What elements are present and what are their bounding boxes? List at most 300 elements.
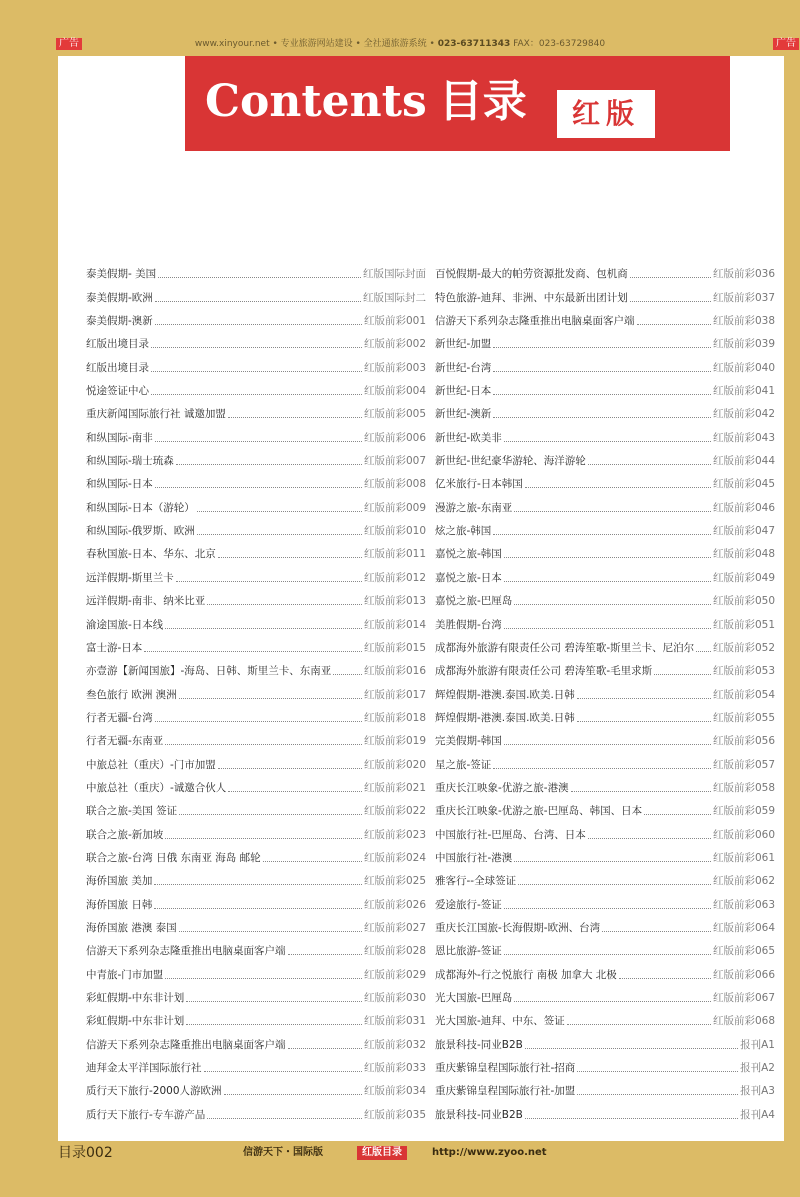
toc-entry[interactable] xyxy=(435,1005,775,1028)
toc-entry-page: 红版前彩050 xyxy=(712,595,775,608)
toc-entry-page: 红版前彩066 xyxy=(712,968,775,981)
toc-entry-title: 和纵国际-俄罗斯、欧洲 xyxy=(86,525,195,538)
toc-dot-leader xyxy=(525,487,711,488)
toc-entry[interactable] xyxy=(435,515,775,538)
toc-dot-leader xyxy=(577,721,711,722)
toc-entry[interactable] xyxy=(86,678,426,701)
toc-dot-leader xyxy=(207,1118,362,1119)
toc-entry-page: 红版前彩041 xyxy=(712,385,775,398)
toc-dot-leader xyxy=(186,1001,362,1002)
toc-dot-leader xyxy=(263,861,362,862)
toc-dot-leader xyxy=(493,371,711,372)
toc-entry-title: 重庆长江国旅-长海假期-欧洲、台湾 xyxy=(435,921,601,934)
toc-entry-title: 信游天下系列杂志隆重推出电脑桌面客户端 xyxy=(86,945,286,958)
toc-entry-page: 红版前彩014 xyxy=(363,618,426,631)
toc-entry-title: 旅景科技-同业B2B xyxy=(435,1038,523,1051)
toc-dot-leader xyxy=(525,1048,738,1049)
toc-entry[interactable] xyxy=(435,1098,775,1121)
toc-dot-leader xyxy=(179,814,362,815)
toc-entry-title: 新世纪-台湾 xyxy=(435,361,492,374)
toc-entry[interactable] xyxy=(86,421,426,444)
toc-entry[interactable] xyxy=(86,375,426,398)
toc-entry-title: 成都海外旅游有限责任公司 碧涛笙歌-毛里求斯 xyxy=(435,665,653,678)
toc-entry-title: 光大国旅-巴厘岛 xyxy=(435,992,513,1004)
toc-entry-title: 质行天下旅行-专车游产品 xyxy=(86,1108,206,1121)
toc-entry-page: 红版前彩018 xyxy=(363,711,426,724)
toc-dot-leader xyxy=(493,417,711,418)
toc-entry-title: 重庆长江映象-优游之旅-港澳 xyxy=(435,781,569,794)
toc-entry-page: 红版前彩061 xyxy=(712,851,775,864)
toc-entry-page: 红版前彩009 xyxy=(363,501,426,514)
toc-entry-title: 行者无疆-台湾 xyxy=(86,711,153,724)
toc-entry-title: 旅景科技-同业B2B xyxy=(435,1108,523,1121)
toc-dot-leader xyxy=(504,744,711,745)
toc-entry-page: 红版前彩055 xyxy=(712,711,775,724)
toc-entry[interactable] xyxy=(86,655,426,678)
toc-entry[interactable] xyxy=(435,725,775,748)
toc-dot-leader xyxy=(654,674,711,675)
toc-dot-leader xyxy=(493,534,711,535)
toc-entry[interactable] xyxy=(86,1075,426,1098)
toc-entry[interactable] xyxy=(86,468,426,491)
toc-entry-page: 红版前彩023 xyxy=(363,828,426,841)
site-info-text: www.xinyour.net • 专业旅游网站建设 • 全社通旅游系统 • xyxy=(194,39,438,49)
toc-dot-leader xyxy=(619,978,711,979)
toc-entry[interactable] xyxy=(435,842,775,865)
top-bar xyxy=(0,30,800,58)
toc-entry-title: 和纵国际-日本（游轮） xyxy=(86,501,195,514)
toc-entry-title: 中青旅-门市加盟 xyxy=(86,968,164,981)
toc-entry-title: 远洋假期-南非、纳米比亚 xyxy=(86,595,206,608)
toc-entry[interactable] xyxy=(86,632,426,655)
toc-dot-leader xyxy=(165,978,362,979)
toc-entry[interactable] xyxy=(435,1028,775,1051)
toc-entry-page: 红版前彩065 xyxy=(712,945,775,958)
toc-entry-title: 亦壹游【新闻国旅】-海岛、日韩、斯里兰卡、东南亚 xyxy=(86,665,332,678)
toc-entry[interactable] xyxy=(435,608,775,631)
toc-dot-leader xyxy=(197,534,362,535)
toc-entry[interactable] xyxy=(435,958,775,981)
toc-entry-page: 报刊A3 xyxy=(740,1085,775,1098)
toc-dot-leader xyxy=(155,721,362,722)
toc-dot-leader xyxy=(197,511,362,512)
toc-dot-leader xyxy=(514,511,711,512)
toc-entry-page: 红版前彩024 xyxy=(363,851,426,864)
toc-entry[interactable] xyxy=(435,912,775,935)
toc-dot-leader xyxy=(696,651,711,652)
toc-entry[interactable] xyxy=(435,328,775,351)
toc-entry-title: 成都海外旅游有限责任公司 碧涛笙歌-斯里兰卡、尼泊尔 xyxy=(435,641,695,654)
contents-banner xyxy=(185,56,730,151)
toc-entry-page: 红版前彩060 xyxy=(712,828,775,841)
toc-entry-title: 雅客行--全球签证 xyxy=(435,875,517,888)
toc-entry-page: 红版前彩006 xyxy=(363,431,426,444)
toc-entry-page: 红版前彩063 xyxy=(712,898,775,911)
toc-entry-page: 红版前彩020 xyxy=(363,758,426,771)
toc-entry-page: 红版前彩022 xyxy=(363,805,426,818)
toc-entry-title: 辉煌假期-港澳.泰国.欧美.日韩 xyxy=(435,688,575,701)
toc-entry-page: 红版前彩064 xyxy=(712,921,775,934)
toc-entry-title: 和纵国际-瑞士琉森 xyxy=(86,455,174,468)
toc-entry-page: 红版前彩034 xyxy=(363,1085,426,1098)
toc-dot-leader xyxy=(644,814,711,815)
toc-entry-page: 红版前彩004 xyxy=(363,385,426,398)
toc-entry-title: 信游天下系列杂志隆重推出电脑桌面客户端 xyxy=(86,1038,286,1051)
toc-entry-title: 春秋国旅-日本、华东、北京 xyxy=(86,548,216,561)
toc-dot-leader xyxy=(155,301,361,302)
toc-entry-title: 联合之旅-新加坡 xyxy=(86,828,164,841)
toc-entry-page: 红版前彩049 xyxy=(712,571,775,584)
toc-entry-page: 红版前彩012 xyxy=(363,571,426,584)
toc-entry-title: 质行天下旅行-2000人游欧洲 xyxy=(86,1085,222,1098)
toc-entry-page: 红版前彩046 xyxy=(712,501,775,514)
toc-entry[interactable] xyxy=(435,702,775,725)
toc-entry-title: 行者无疆-东南亚 xyxy=(86,735,164,748)
toc-entry-title: 新世纪-世纪豪华游轮、海洋游轮 xyxy=(435,455,586,468)
toc-entry[interactable] xyxy=(86,305,426,328)
toc-entry[interactable] xyxy=(86,725,426,748)
toc-entry[interactable] xyxy=(86,1028,426,1051)
toc-entry-page: 红版前彩027 xyxy=(363,921,426,934)
toc-entry-page: 红版前彩047 xyxy=(712,525,775,538)
toc-entry-title: 重庆紫锦皇程国际旅行社-招商 xyxy=(435,1062,576,1075)
toc-entry-page: 红版前彩045 xyxy=(712,478,775,491)
toc-dot-leader xyxy=(577,1071,738,1072)
toc-entry-title: 彩虹假期-中东非计划 xyxy=(86,1015,185,1028)
toc-entry-page: 红版前彩058 xyxy=(712,781,775,794)
toc-dot-leader xyxy=(333,674,362,675)
toc-dot-leader xyxy=(151,394,362,395)
toc-entry[interactable] xyxy=(435,818,775,841)
toc-dot-leader xyxy=(155,487,362,488)
toc-entry-title: 漫游之旅-东南亚 xyxy=(435,501,513,514)
toc-entry-page: 红版前彩007 xyxy=(363,455,426,468)
toc-entry[interactable] xyxy=(86,795,426,818)
toc-entry-title: 红版出境目录 xyxy=(86,338,149,351)
toc-dot-leader xyxy=(514,1001,711,1002)
ad-label-left: 广告 xyxy=(56,38,82,50)
toc-entry[interactable] xyxy=(86,1098,426,1121)
toc-dot-leader xyxy=(176,581,362,582)
toc-entry-title: 迪拜金太平洋国际旅行社 xyxy=(86,1062,202,1075)
toc-entry[interactable] xyxy=(86,1052,426,1075)
toc-entry-page: 红版前彩035 xyxy=(363,1108,426,1121)
toc-entry-page: 红版前彩017 xyxy=(363,688,426,701)
toc-entry[interactable] xyxy=(435,445,775,468)
toc-entry-title: 星之旅-签证 xyxy=(435,758,492,771)
site-info xyxy=(0,38,800,50)
toc-entry-title: 新世纪-欧美非 xyxy=(435,431,502,444)
toc-entry-page: 红版国际封面 xyxy=(363,268,426,281)
page-footer xyxy=(0,1143,800,1163)
toc-dot-leader xyxy=(154,908,362,909)
toc-entry[interactable] xyxy=(435,351,775,374)
toc-entry-title: 悦途签证中心 xyxy=(86,385,149,398)
toc-entry-title: 百悦假期-最大的帕劳资源批发商、包机商 xyxy=(435,268,628,281)
toc-dot-leader xyxy=(630,277,711,278)
toc-entry[interactable] xyxy=(435,982,775,1005)
toc-entry[interactable] xyxy=(86,888,426,911)
toc-entry-page: 红版前彩028 xyxy=(363,945,426,958)
banner-title-cn: 目录 xyxy=(438,76,527,127)
toc-entry-page: 红版前彩036 xyxy=(712,268,775,281)
toc-entry[interactable] xyxy=(435,935,775,958)
toc-dot-leader xyxy=(165,744,362,745)
toc-entry[interactable] xyxy=(435,538,775,561)
toc-dot-leader xyxy=(179,698,362,699)
toc-dot-leader xyxy=(155,324,362,325)
toc-entry-page: 红版前彩008 xyxy=(363,478,426,491)
toc-entry[interactable] xyxy=(86,982,426,1005)
toc-entry[interactable] xyxy=(86,842,426,865)
toc-dot-leader xyxy=(577,698,711,699)
toc-entry-page: 报刊A4 xyxy=(740,1108,775,1121)
toc-entry-title: 嘉悦之旅-巴厘岛 xyxy=(435,595,513,608)
toc-entry-page: 红版前彩005 xyxy=(363,408,426,421)
toc-entry-title: 海侨国旅 日韩 xyxy=(86,898,153,911)
toc-entry[interactable] xyxy=(86,818,426,841)
toc-dot-leader xyxy=(204,1071,362,1072)
toc-dot-leader xyxy=(571,791,711,792)
toc-entry-page: 红版前彩044 xyxy=(712,455,775,468)
toc-entry-page: 红版前彩043 xyxy=(712,431,775,444)
toc-entry-title: 联合之旅-美国 签证 xyxy=(86,805,178,818)
toc-entry[interactable] xyxy=(86,772,426,795)
toc-dot-leader xyxy=(504,954,711,955)
toc-entry-title: 嘉悦之旅-日本 xyxy=(435,571,502,584)
toc-entry-page: 红版前彩032 xyxy=(363,1038,426,1051)
toc-entry-page: 红版前彩029 xyxy=(363,968,426,981)
toc-entry-title: 辉煌假期-港澳.泰国.欧美.日韩 xyxy=(435,711,575,724)
toc-entry[interactable] xyxy=(435,1075,775,1098)
toc-entry-page: 报刊A2 xyxy=(740,1062,775,1075)
toc-entry[interactable] xyxy=(86,281,426,304)
toc-entry-title: 远洋假期-斯里兰卡 xyxy=(86,571,174,584)
toc-dot-leader xyxy=(144,651,362,652)
toc-dot-leader xyxy=(165,628,362,629)
toc-dot-leader xyxy=(154,884,362,885)
toc-entry-page: 红版前彩067 xyxy=(712,992,775,1004)
toc-dot-leader xyxy=(151,347,362,348)
toc-entry-page: 红版前彩040 xyxy=(712,361,775,374)
toc-entry[interactable] xyxy=(86,258,426,281)
toc-entry-title: 红版出境目录 xyxy=(86,361,149,374)
toc-dot-leader xyxy=(224,1094,362,1095)
toc-entry-title: 海侨国旅 美加 xyxy=(86,875,153,888)
toc-entry-title: 重庆长江映象-优游之旅-巴厘岛、韩国、日本 xyxy=(435,805,643,818)
toc-dot-leader xyxy=(151,371,362,372)
toc-dot-leader xyxy=(504,581,711,582)
toc-dot-leader xyxy=(637,324,711,325)
banner-title xyxy=(205,74,527,130)
toc-entry-title: 和纵国际-南非 xyxy=(86,431,153,444)
toc-entry-page: 红版前彩057 xyxy=(712,758,775,771)
edition-badge: 红版 xyxy=(557,90,655,138)
toc-entry[interactable] xyxy=(86,445,426,468)
toc-entry-title: 渝途国旅-日本线 xyxy=(86,618,164,631)
toc-entry-page: 红版前彩011 xyxy=(363,548,426,561)
toc-entry-page: 红版前彩051 xyxy=(712,618,775,631)
toc-entry-page: 红版前彩042 xyxy=(712,408,775,421)
toc-entry[interactable] xyxy=(86,491,426,514)
toc-entry-title: 亿米旅行-日本韩国 xyxy=(435,478,523,491)
toc-dot-leader xyxy=(155,441,362,442)
toc-dot-leader xyxy=(158,277,361,278)
toc-entry[interactable] xyxy=(86,351,426,374)
toc-entry-page: 红版前彩003 xyxy=(363,361,426,374)
toc-entry[interactable] xyxy=(435,305,775,328)
toc-dot-leader xyxy=(567,1024,711,1025)
toc-dot-leader xyxy=(504,908,711,909)
toc-entry-page: 红版前彩033 xyxy=(363,1062,426,1075)
toc-entry-page: 红版前彩053 xyxy=(712,665,775,678)
toc-left-column xyxy=(86,258,426,1122)
toc-entry-page: 红版国际封二 xyxy=(363,291,426,304)
toc-entry-page: 红版前彩048 xyxy=(712,548,775,561)
toc-dot-leader xyxy=(493,394,711,395)
toc-entry-title: 信游天下系列杂志隆重推出电脑桌面客户端 xyxy=(435,315,635,328)
toc-dot-leader xyxy=(228,791,362,792)
toc-entry[interactable] xyxy=(435,398,775,421)
toc-dot-leader xyxy=(186,1024,362,1025)
toc-entry[interactable] xyxy=(435,468,775,491)
footer-page-number: 目录002 xyxy=(58,1145,113,1161)
toc-entry-title: 泰美假期-澳新 xyxy=(86,315,153,328)
toc-entry[interactable] xyxy=(435,772,775,795)
toc-entry-page: 红版前彩013 xyxy=(363,595,426,608)
footer-url[interactable]: http://www.zyoo.net xyxy=(432,1147,547,1158)
toc-entry-title: 和纵国际-日本 xyxy=(86,478,153,491)
toc-entry-title: 联合之旅-台湾 日俄 东南亚 海岛 邮轮 xyxy=(86,851,261,864)
toc-dot-leader xyxy=(176,464,362,465)
toc-entry-title: 泰美假期-欧洲 xyxy=(86,291,153,304)
toc-dot-leader xyxy=(165,838,362,839)
toc-entry-title: 重庆新闻国际旅行社 诚邀加盟 xyxy=(86,408,226,421)
toc-entry[interactable] xyxy=(86,561,426,584)
toc-entry-title: 恩比旅游-签证 xyxy=(435,945,502,958)
toc-entry[interactable] xyxy=(86,865,426,888)
toc-entry-page: 红版前彩059 xyxy=(712,805,775,818)
toc-entry[interactable] xyxy=(86,398,426,421)
phone-number: 023-63711343 xyxy=(437,39,511,49)
toc-entry-title: 美胜假期-台湾 xyxy=(435,618,502,631)
toc-entry-page: 红版前彩038 xyxy=(712,315,775,328)
toc-dot-leader xyxy=(228,417,362,418)
toc-entry[interactable] xyxy=(86,1005,426,1028)
toc-entry[interactable] xyxy=(435,795,775,818)
fax-number: FAX：023-63729840 xyxy=(510,39,606,49)
toc-dot-leader xyxy=(493,768,711,769)
toc-entry-page: 红版前彩037 xyxy=(712,291,775,304)
toc-entry-page: 红版前彩068 xyxy=(712,1015,775,1028)
toc-entry-title: 海侨国旅 港澳 泰国 xyxy=(86,921,177,934)
toc-entry[interactable] xyxy=(435,561,775,584)
toc-dot-leader xyxy=(588,838,711,839)
toc-entry[interactable] xyxy=(86,958,426,981)
toc-entry-page: 红版前彩052 xyxy=(712,641,775,654)
toc-dot-leader xyxy=(218,768,362,769)
toc-entry-title: 彩虹假期-中东非计划 xyxy=(86,992,185,1004)
toc-entry[interactable] xyxy=(86,328,426,351)
footer-tag: 红版目录 xyxy=(357,1146,407,1160)
toc-entry[interactable] xyxy=(86,608,426,631)
toc-entry-page: 红版前彩030 xyxy=(363,992,426,1004)
toc-entry-page: 红版前彩054 xyxy=(712,688,775,701)
toc-entry-page: 红版前彩001 xyxy=(363,315,426,328)
toc-entry-title: 炫之旅-韩国 xyxy=(435,525,492,538)
toc-entry-title: 爱途旅行-签证 xyxy=(435,898,502,911)
toc-entry[interactable] xyxy=(435,421,775,444)
toc-entry[interactable] xyxy=(435,748,775,771)
toc-entry[interactable] xyxy=(86,515,426,538)
toc-entry[interactable] xyxy=(86,912,426,935)
toc-entry[interactable] xyxy=(86,748,426,771)
toc-entry-title: 中国旅行社-港澳 xyxy=(435,851,513,864)
toc-entry-page: 红版前彩010 xyxy=(363,525,426,538)
toc-dot-leader xyxy=(602,931,711,932)
toc-entry[interactable] xyxy=(435,281,775,304)
toc-entry-title: 中国旅行社-巴厘岛、台湾、日本 xyxy=(435,828,586,841)
toc-entry[interactable] xyxy=(435,865,775,888)
toc-entry[interactable] xyxy=(86,585,426,608)
toc-entry[interactable] xyxy=(435,375,775,398)
toc-dot-leader xyxy=(518,884,711,885)
toc-entry[interactable] xyxy=(435,258,775,281)
toc-dot-leader xyxy=(514,604,711,605)
toc-dot-leader xyxy=(504,628,711,629)
toc-entry-page: 红版前彩062 xyxy=(712,875,775,888)
toc-dot-leader xyxy=(588,464,711,465)
toc-entry-page: 红版前彩021 xyxy=(363,781,426,794)
toc-entry-title: 光大国旅-迪拜、中东、签证 xyxy=(435,1015,565,1028)
toc-entry-page: 红版前彩056 xyxy=(712,735,775,748)
content-page xyxy=(58,56,784,1141)
toc-entry-page: 红版前彩015 xyxy=(363,641,426,654)
toc-dot-leader xyxy=(288,954,362,955)
toc-entry-page: 报刊A1 xyxy=(740,1038,775,1051)
toc-entry[interactable] xyxy=(435,491,775,514)
toc-entry[interactable] xyxy=(435,655,775,678)
toc-entry-title: 泰美假期- 美国 xyxy=(86,268,157,281)
toc-dot-leader xyxy=(504,557,711,558)
toc-dot-leader xyxy=(207,604,362,605)
toc-entry[interactable] xyxy=(86,935,426,958)
toc-entry[interactable] xyxy=(86,702,426,725)
toc-dot-leader xyxy=(288,1048,362,1049)
banner-title-en: Contents xyxy=(205,76,427,127)
toc-entry-title: 中旅总社（重庆）-门市加盟 xyxy=(86,758,216,771)
toc-entry[interactable] xyxy=(435,1052,775,1075)
toc-entry-page: 红版前彩016 xyxy=(363,665,426,678)
toc-dot-leader xyxy=(630,301,711,302)
toc-entry-title: 新世纪-加盟 xyxy=(435,338,492,351)
toc-entry-title: 特色旅游-迪拜、非洲、中东最新出团计划 xyxy=(435,291,628,304)
toc-entry[interactable] xyxy=(435,585,775,608)
toc-entry-title: 中旅总社（重庆）-诚邀合伙人 xyxy=(86,781,227,794)
toc-entry-page: 红版前彩025 xyxy=(363,875,426,888)
toc-entry-page: 红版前彩026 xyxy=(363,898,426,911)
toc-dot-leader xyxy=(493,347,711,348)
toc-entry[interactable] xyxy=(435,888,775,911)
ad-label-right: 广告 xyxy=(773,38,799,50)
toc-entry-title: 叁色旅行 欧洲 澳洲 xyxy=(86,688,177,701)
toc-entry-page: 红版前彩002 xyxy=(363,338,426,351)
toc-entry[interactable] xyxy=(435,678,775,701)
toc-entry[interactable] xyxy=(435,632,775,655)
toc-entry-title: 新世纪-澳新 xyxy=(435,408,492,421)
toc-entry-title: 嘉悦之旅-韩国 xyxy=(435,548,502,561)
toc-entry[interactable] xyxy=(86,538,426,561)
